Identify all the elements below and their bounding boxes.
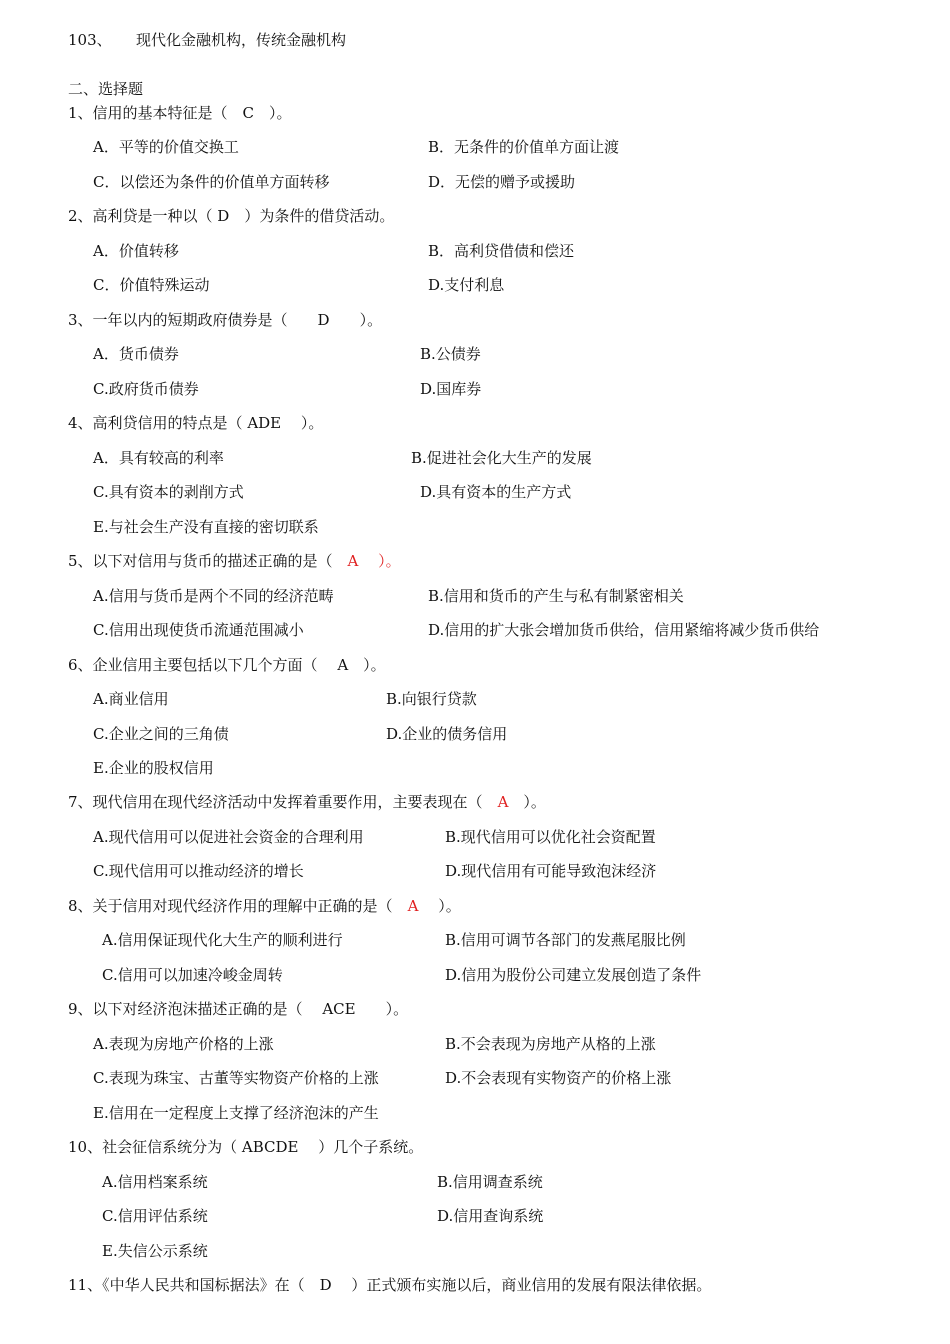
question-stem: 6、企业信用主要包括以下几个方面（ A ）。 <box>68 656 386 674</box>
option: B.向银行贷款 <box>386 690 477 708</box>
option: D.不会表现有实物资产的价格上涨 <box>445 1069 672 1087</box>
option: E.信用在一定程度上支撑了经济泡沫的产生 <box>93 1104 379 1122</box>
option: A．货币债券 <box>93 345 179 363</box>
question-stem: 9、以下对经济泡沫描述正确的是（ ACE ）。 <box>68 1000 409 1018</box>
option: D.现代信用有可能导致泡沫经济 <box>445 862 657 880</box>
option: A.信用保证现代化大生产的顺利进行 <box>102 931 343 949</box>
option: D.信用的扩大张会增加货币供给，信用紧缩将减少货币供给 <box>428 621 820 639</box>
question-stem <box>68 896 461 916</box>
option: A．具有较高的利率 <box>93 449 224 467</box>
question-stem: 11、《中华人民共和国标据法》在（ D ）正式颁布实施以后，商业信用的发展有限法律依据。 <box>68 1276 712 1294</box>
question-stem-text: 8、关于信用对现代经济作用的理解中正确的是（ <box>68 897 393 915</box>
option: B.现代信用可以优化社会资配置 <box>445 828 656 846</box>
option: D.支付利息 <box>428 276 505 294</box>
option: D.国库券 <box>420 380 482 398</box>
question-stem-text: 5、以下对信用与货币的描述正确的是（ <box>68 552 333 570</box>
option: C.现代信用可以推动经济的增长 <box>93 862 304 880</box>
option: C.信用评估系统 <box>102 1207 208 1225</box>
option: B．高利贷借债和偿还 <box>428 242 575 260</box>
option: D.信用查询系统 <box>437 1207 544 1225</box>
header-number: 103、 <box>68 31 112 49</box>
option: A.信用与货币是两个不同的经济范畴 <box>93 587 334 605</box>
question-stem: 3、一年以内的短期政府债券是（ D ）。 <box>68 311 383 329</box>
section-title: 二、选择题 <box>68 80 144 98</box>
option: C.表现为珠宝、古董等实物资产价格的上涨 <box>93 1069 379 1087</box>
option: A．平等的价值交换工 <box>93 138 239 156</box>
question-stem-text: 7、现代信用在现代经济活动中发挥着重要作用，主要表现在（ <box>68 793 483 811</box>
option: C.企业之间的三角债 <box>93 725 229 743</box>
question-stem: 10、社会征信系统分为（ ABCDE ）几个子系统。 <box>68 1138 424 1156</box>
option: B．无条件的价值单方面让渡 <box>428 138 620 156</box>
option: C.信用可以加速冷峻金周转 <box>102 966 283 984</box>
question-stem <box>68 792 546 812</box>
option: B.公债券 <box>420 345 481 363</box>
option: A.表现为房地产价格的上涨 <box>93 1035 274 1053</box>
question-stem: 1、信用的基本特征是（ C ）。 <box>68 104 292 122</box>
option: A.现代信用可以促进社会资金的合理利用 <box>93 828 364 846</box>
option: C．以偿还为条件的价值单方面转移 <box>93 173 330 191</box>
option: C．价值特殊运动 <box>93 276 210 294</box>
option: A．价值转移 <box>93 242 179 260</box>
option: C.政府货币债券 <box>93 380 199 398</box>
option: E.与社会生产没有直接的密切联系 <box>93 518 319 536</box>
option: B.促进社会化大生产的发展 <box>411 449 592 467</box>
answer-marker: A <box>497 793 509 811</box>
answer-marker: A <box>407 897 419 915</box>
option: E.失信公示系统 <box>102 1242 208 1260</box>
question-stem-end: ）。 <box>523 793 546 811</box>
question-stem: 4、高利贷信用的特点是（ ADE ）。 <box>68 414 324 432</box>
header-text: 现代化金融机构，传统金融机构 <box>136 31 347 49</box>
option: B.信用调查系统 <box>437 1173 543 1191</box>
option: A.信用档案系统 <box>102 1173 208 1191</box>
option: D.具有资本的生产方式 <box>420 483 572 501</box>
option: C.信用出现使货币流通范围减小 <box>93 621 304 639</box>
answer-marker: A ）。 <box>332 552 401 570</box>
option: B.不会表现为房地产从格的上涨 <box>445 1035 656 1053</box>
option: D.信用为股份公司建立发展创造了条件 <box>445 966 702 984</box>
option: B.信用可调节各部门的发燕尾服比例 <box>445 931 686 949</box>
option: B.信用和货币的产生与私有制紧密相关 <box>428 587 684 605</box>
option: C.具有资本的剥削方式 <box>93 483 244 501</box>
question-stem <box>68 551 401 571</box>
option: D．无偿的赠予或援助 <box>428 173 576 191</box>
option: A.商业信用 <box>93 690 169 708</box>
option: E.企业的股权信用 <box>93 759 214 777</box>
question-stem-end: ）。 <box>438 897 461 915</box>
option: D.企业的债务信用 <box>386 725 508 743</box>
question-stem: 2、高利贷是一种以（ D ）为条件的借贷活动。 <box>68 207 395 225</box>
